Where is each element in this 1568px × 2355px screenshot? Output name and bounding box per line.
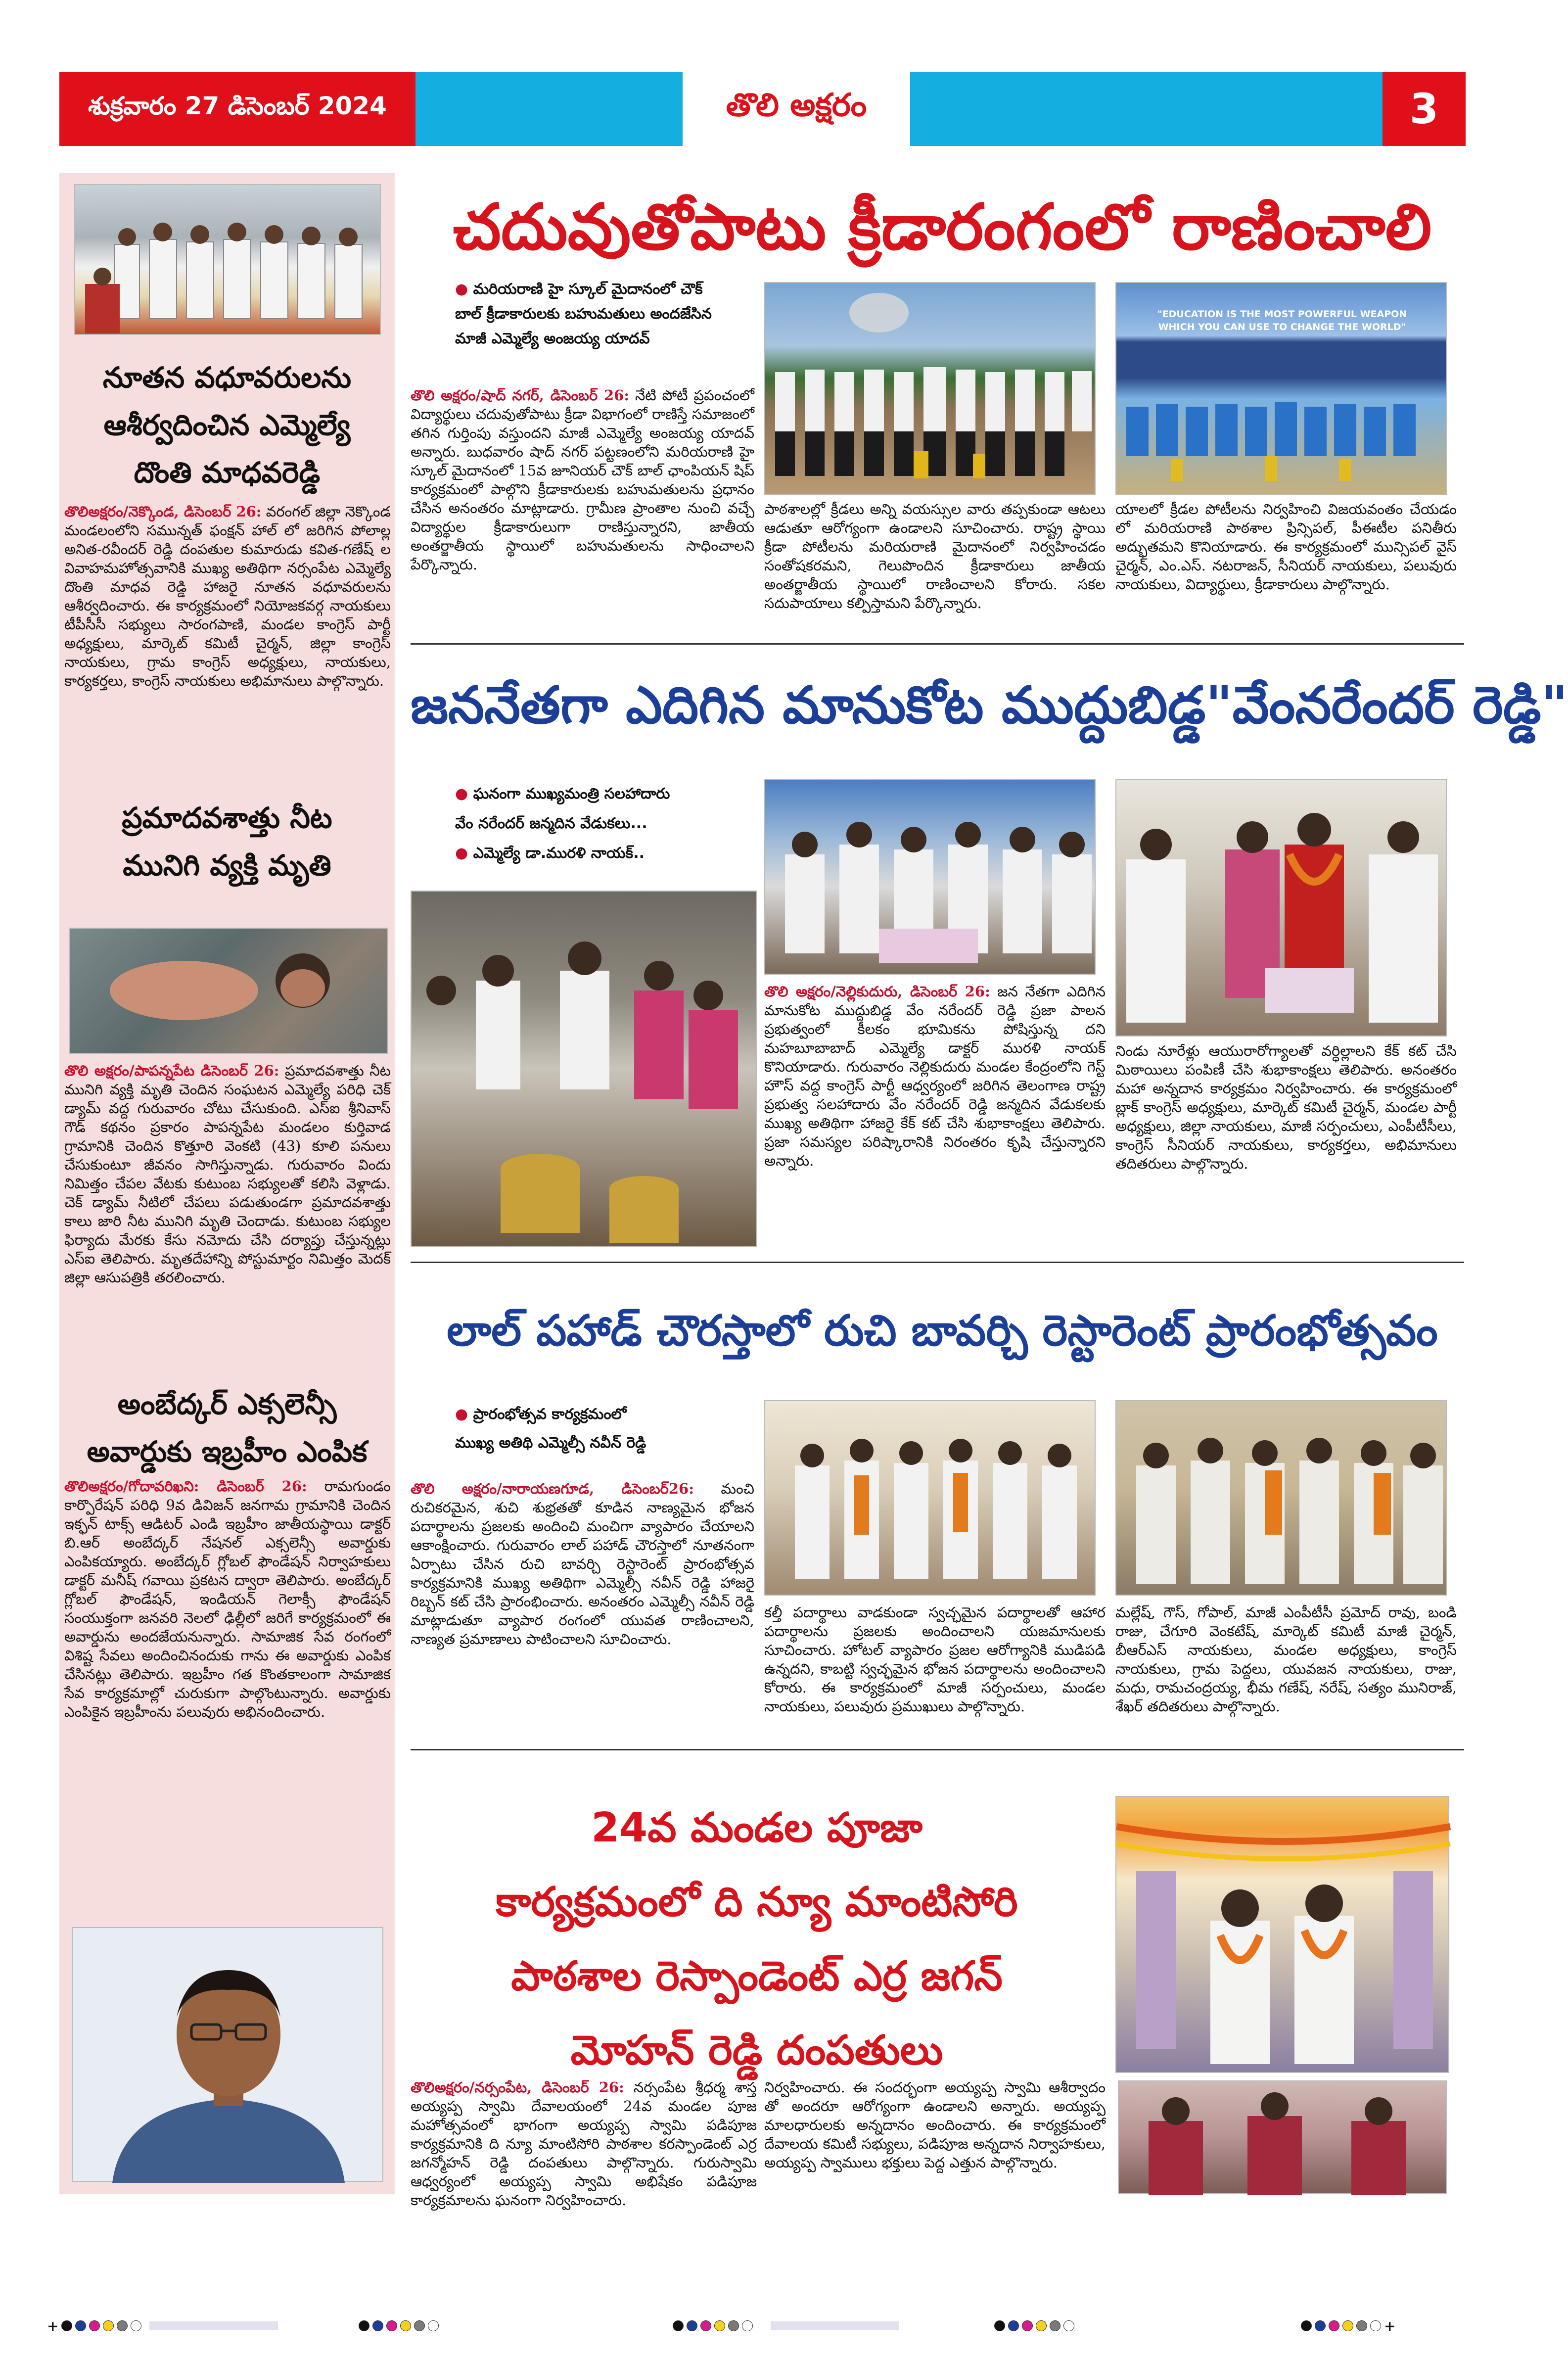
story-text: నేటి పోటీ ప్రపంచంలో విద్యార్థులు చదువుతోపాటు క్రీడా విభాగంలో రాణిస్తే సమాజంలో తగిన గుర్తింపు వస్తుందని మాజీ ఎమ్మెల్యే అంజయ్య యాదవ్ అన్నారు. బుధవారం షాద్ నగర్ పట్టణంలోని మరియరాణి హై స్కూల్ మైదానంలో 15వ జూనియర్ చౌక్ బాల్ ఛాంపియన్ షిప్ కార్యక్రమంలో పాల్గొని క్రీడాకారులకు బహుమతులను ప్రధానం చేసిన అనంతరం మాట్లాడారు. గ్రామీణ ప్రాంతాల నుంచి వచ్చే విద్యార్థుల క్రీడాకారులుగా రాణిస్తున్నారని, జాతీయ అంతర్జాతీయ స్థాయిలో బహుమతులను సాధించాలని పేర్కొన్నారు. <box>411 387 754 573</box>
masthead-title-box <box>683 72 910 146</box>
dateline: తొలి అక్షరం/నెల్లికుదురు, డిసెంబర్ 26: <box>764 983 990 1000</box>
story-3-bullets <box>455 1400 762 1458</box>
sidebar-headline-3-line: అవార్డుకు ఇబ్రహీం ఎంపిక <box>87 1435 368 1468</box>
story-text: నర్సంపేట శ్రీధర్మ శాస్త అయ్యప్ప స్వామి దేవాలయంలో 24వ మండల పూజ మహోత్సవంలో భాగంగా అయ్యప్ప స్వామి పడిపూజ కార్యక్రమానికి ది న్యూ మాంటిసోరి పాఠశాల కరస్పాండెంట్ ఎర్ర జగన్మోహన్ రెడ్డి దంపతులు పాల్గొన్నారు. గురుస్వామి ఆధ్వర్యంలో అయ్యప్ప స్వామి అభిషేకం పడిపూజ కార్యక్రమాలను ఘనంగా నిర్వహించారు. <box>411 2079 757 2209</box>
masthead-date-box <box>59 72 415 146</box>
story-text: మల్లేష్, గౌస్, గోపాల్, మాజీ ఎంపీటీసీ ప్రమోద్ రావు, బండి రాజు, చేగూరి వెంకటేష్, మార్కెట్ కమిటీ మాజీ చైర్మన్, బీఆర్ఎస్ నాయకులు, మండల అధ్యక్షులు, కాంగ్రెస్ నాయకులు, గ్రామ పెద్దలు, యువజన నాయకులు, రాజు, మధు, రామచంద్రయ్య, భీమ గణేష్, నరేష్, సత్యం మునిరాజ్, శేఖర్ తదితరులు పాల్గొన్నారు. <box>1115 1604 1457 1715</box>
print-registration-marks-center-3 <box>994 2320 1074 2331</box>
bullet-line: ● మరియరాణి హై స్కూల్ మైదానంలో చౌక్ <box>455 281 703 298</box>
sidebar-headline-2 <box>59 794 395 889</box>
story-text: ప్రమాదవశాత్తు నీట మునిగి వ్యక్తి మృతి చెందిన సంఘటన ఎమ్మెల్యే పరిధి చెక్ డ్యామ్ వద్ద గురువారం చోటు చేసుకుంది. ఎస్ఐ శ్రీనివాస్ గౌడ్ కథనం ప్రకారం పాపన్నపేట మండలం కుర్తివాడ గ్రామానికి చెందిన కొత్తూరి వెంకటి (43) కూలి పనులు చేసుకుంటూ జీవనం సాగిస్తున్నాడు. గురువారం విందు నిమిత్తం చేపల వేటకు కుటుంబ సభ్యులతో కలిసి వెళ్లాడు. చెక్ డ్యామ్ నీటిలో చేపలు పడుతుండగా ప్రమాదవశాత్తు కాలు జారి నీట మునిగి మృతి చెందాడు. కుటుంబ సభ్యుల ఫిర్యాదు మేరకు కేసు నమోదు చేసి దర్యాప్తు చేస్తున్నట్లు ఎస్ఐ తెలిపారు. మృతదేహాన్ని పోస్టుమార్టం నిమిత్తం మెదక్ జిల్లా ఆసుపత్రికి తరలించారు. <box>64 1062 391 1286</box>
story-text: వరంగల్ జిల్లా నెక్కొండ మండలంలోని సమున్నత్ ఫంక్షన్ హాల్ లో జరిగిన పోలాల్ల అనిత-రవీందర్ రెడ్డి దంపతుల కుమారుడు కవిత-గణేష్ ల వివాహమహోత్సవానికి ముఖ్య అతిథిగా నర్సంపేట ఎమ్మెల్యే దొంతి మాధవ రెడ్డి హాజరై నూతన వధూవరులను ఆశీర్వదించారు. ఈ కార్యక్రమంలో నియోజకవర్గ నాయకులు టీపీసీసీ సభ్యులు సారంగపాణి, మండల కాంగ్రెస్ పార్టీ అధ్యక్షులు, మార్కెట్ కమిటీ చైర్మన్, జిల్లా కాంగ్రెస్ నాయకులు, గ్రామ కాంగ్రెస్ అధ్యక్షులు, నాయకులు, కార్యకర్తలు, కాంగ్రెస్ నాయకులు అభిమానులు పాల్గొన్నారు. <box>64 503 391 689</box>
bullet-line: ● ప్రారంభోత్సవ కార్యక్రమంలో <box>455 1406 627 1423</box>
section-divider <box>411 643 1464 645</box>
story-2-bullets <box>455 779 762 868</box>
sidebar-headline-3-line: అంబేద్కర్ ఎక్సలెన్సీ <box>117 1387 337 1421</box>
story-text: కల్తీ పదార్థాలు వాడకుండా స్వచ్ఛమైన పదార్థాలతో ఆహార పదార్థాలను ప్రజలకు అందించాలని యజమానులకు సూచించారు. హోటల్ వ్యాపారం ప్రజల ఆరోగ్యానికి ముడిపడి ఉన్నదని, కాబట్టి స్వచ్ఛమైన భోజన పదార్థాలను అందించాలని కోరారు. ఈ కార్యక్రమంలో మాజీ సర్పంచులు, మండల నాయకులు, పలువురు ప్రముఖులు పాల్గొన్నారు. <box>764 1604 1106 1715</box>
sidebar-story-2-body <box>64 1061 391 1358</box>
dateline: తొలిఅక్షరం/నెక్కొండ, డిసెంబర్ 26: <box>64 503 262 520</box>
bullet-line: ● ఘనంగా ముఖ్యమంత్రి సలహాదారు <box>455 785 670 802</box>
story-4-col-2 <box>764 2078 1106 2194</box>
story-2-col-2 <box>1115 1041 1457 1249</box>
story-1-col-1 <box>411 386 754 633</box>
story-3-col-3 <box>1115 1603 1457 1732</box>
story-text: మంచి రుచికరమైన, శుచి శుభ్రతతో కూడిన నాణ్యమైన భోజన పదార్థాలను ప్రజలకు అందించి మంచిగా వ్యాపారం చేయాలని ఆకాంక్షించారు. గురువారం లాల్ పహాడ్ చౌరస్తాలో నూతనంగా ఏర్పాటు చేసిన రుచి బావర్చి రెస్టారెంట్ ప్రారంభోత్సవ కార్యక్రమానికి ముఖ్య అతిథిగా ఎమ్మెల్సీ నవీన్ రెడ్డి హాజరై రిబ్బన్ కట్ చేసి ప్రారంభించారు. అనంతరం ఎమ్మెల్సీ నవీన్ రెడ్డి మాట్లాడుతూ వ్యాపార రంగంలో యువత రాణించాలని, నాణ్యత ప్రమాణాలు పాటించాలని సూచించారు. <box>411 1480 754 1648</box>
page-number-box <box>1383 72 1466 146</box>
sidebar-headline-2-line: ప్రమాదవశాత్తు నీట <box>122 801 332 835</box>
wedding-photo <box>74 184 381 335</box>
print-registration-marks-left: + <box>47 2320 278 2331</box>
sidebar-headline-1-line: ఆశీర్వదించిన ఎమ్మెల్యే <box>103 408 351 442</box>
story-3-col-1 <box>411 1479 754 1732</box>
newspaper-title: తొలి అక్షరం <box>726 87 867 124</box>
story-1-col-3 <box>1115 500 1457 633</box>
school-banner-photo <box>1115 282 1447 495</box>
story-1-col-2 <box>764 500 1106 633</box>
garland-felicitation-photo <box>1115 779 1447 1036</box>
banner-line: WHICH YOU CAN USE TO CHANGE THE WORLD" <box>1158 322 1406 332</box>
print-registration-marks-center-1 <box>359 2320 439 2331</box>
dateline: తొలి అక్షరం/నారాయణగూడ, డిసెంబర్26: <box>411 1480 694 1497</box>
drowning-victim-photo <box>69 928 388 1054</box>
mandala-puja-couple-photo <box>1115 1796 1449 2073</box>
print-registration-marks-center-2 <box>673 2320 899 2331</box>
story-text: రామగుండం కార్పొరేషన్ పరిధి 9వ డివిజన్ జనగామ గ్రామానికి చెందిన ఇక్ఫన్ టాక్స్ ఆడిటర్ ఎండి ఇబ్రహీం జాతీయస్థాయి డాక్టర్ బి.ఆర్ అంబేద్కర్ నేషనల్ ఎక్సలెన్సీ అవార్డుకు ఎంపికయ్యారు. అంబేద్కర్ గ్లోబల్ ఫౌండేషన్ నిర్వాహకులు డాక్టర్ మనీష్ గవాయి ప్రకటన ద్వారా తెలిపారు. అంబేద్కర్ గ్లోబల్ ఫౌండేషన్, ఇండియన్ గెలాక్సీ ఫౌండేషన్ సంయుక్తంగా జనవరి నెలలో ఢిల్లీలో జరిగే కార్యక్రమంలో ఈ అవార్డును అందజేయనున్నారు. సామాజిక సేవ రంగంలో విశిష్ట సేవలు అందించినందుకు గాను ఈ అవార్డుకు ఎంపిక చేసినట్లు తెలిపారు. ఇబ్రహీం గత కొంతకాలంగా సామాజిక సేవ కార్యక్రమాల్లో చురుకుగా పాల్గొంటున్నారు. అవార్డుకు ఎంపికైన ఇబ్రహీంను పలువురు అభినందించారు. <box>64 1478 391 1720</box>
sidebar-headline-1-line: నూతన వధూవరులను <box>102 361 352 394</box>
restaurant-guests-photo <box>1115 1400 1447 1596</box>
chowk-ball-event-photo <box>764 282 1096 495</box>
story-text: నిండు నూరేళ్లు ఆయురారోగ్యాలతో వర్ధిల్లాలని కేక్ కట్ చేసి మిఠాయిలు పంపిణీ చేసి శుభాకాంక్షలు తెలిపారు. అనంతరం మహా అన్నదాన కార్యక్రమం నిర్వహించారు. ఈ కార్యక్రమంలో బ్లాక్ కాంగ్రెస్ అధ్యక్షులు, మార్కెట్ కమిటీ చైర్మన్, మండల పార్టీ అధ్యక్షులు, జిల్లా నాయకులు, మాజీ సర్పంచులు, ఎంపీటీసీలు, కాంగ్రెస్ సీనియర్ నాయకులు, కార్యకర్తలు, అభిమానులు తదితరులు పాల్గొన్నారు. <box>1115 1042 1457 1172</box>
story-4-col-1 <box>411 2078 757 2209</box>
story-4-headline-line: మోహన్ రెడ్డి దంపతులు <box>570 2027 943 2074</box>
story-2-col-1 <box>764 982 1106 1249</box>
story-3-headline: లాల్ పహాడ్ చౌరస్తాలో రుచి బావర్చి రెస్టారెంట్ ప్రారంభోత్సవం <box>447 1306 1438 1356</box>
sidebar-headline-1 <box>59 354 395 496</box>
bullet-line: మాజీ ఎమ్మెల్యే అంజయ్య యాదవ్ <box>455 330 650 347</box>
page-number: 3 <box>1409 85 1439 133</box>
dateline: తొలిఅక్షరం/గోదావరిఖని: డిసెంబర్ 26: <box>64 1478 307 1495</box>
puja-family-inset-photo <box>1118 2080 1447 2194</box>
story-text: యాలలో క్రీడల పోటీలను నిర్వహించి విజయవంతం చేయడం లో మరియరాణి పాఠశాల ప్రిన్సిపల్, పీఈటీల పనితీరు అద్భుతమని కొనియాడారు. ఈ కార్యక్రమంలో మున్సిపల్ వైస్ చైర్మన్, ఎం.ఎస్. నటరాజన్, సీనియర్ నాయకులు, పలువురు నాయకులు, విద్యార్థులు, క్రీడాకారులు పాల్గొన్నారు. <box>1115 501 1457 593</box>
bullet-line: వేం నరేందర్ జన్మదిన వేడుకలు... <box>455 815 647 832</box>
section-divider <box>411 1262 1464 1263</box>
banner-line: "EDUCATION IS THE MOST POWERFUL WEAPON <box>1157 309 1407 320</box>
story-3-col-2 <box>764 1603 1106 1732</box>
story-1-bullets <box>455 277 762 351</box>
story-4-headline-line: కార్యక్రమంలో ది న్యూ మాంటిసోరి <box>496 1879 1018 1926</box>
dateline: తొలి అక్షరం/పాపన్నపేట డిసెంబర్ 26: <box>64 1062 279 1079</box>
story-1-headline: చదువుతోపాటు క్రీడారంగంలో రాణించాలి <box>453 190 1432 264</box>
story-2-headline: జననేతగా ఎదిగిన మానుకోట ముద్దుబిడ్డ"వేంనరేందర్ రెడ్డి" <box>411 675 1568 735</box>
story-text: పాఠశాలల్లో క్రీడలు అన్ని వయస్సుల వారు తప్పకుండా ఆటలు ఆడుతూ ఆరోగ్యంగా ఉండాలని సూచించారు. రాష్ట్ర స్థాయి క్రీడా పోటీలను మరియరాణి మైదానంలో నిర్వహించడం సంతోషకరమని, గెలుపొందిన క్రీడాకారులు జాతీయ అంతర్జాతీయ స్థాయిలో రాణించాలని కోరారు. సకల సదుపాయాలు కల్పిస్తామని పేర్కొన్నారు. <box>764 501 1106 612</box>
ibrahim-portrait-photo <box>72 1927 383 2182</box>
story-text: జన నేతగా ఎదిగిన మానుకోట ముద్దుబిడ్డ వేం నరేందర్ రెడ్డి ప్రజా పాలన ప్రభుత్వంలో కీలకం భూమికను పోషిస్తున్న దని మహబూబాబాద్ ఎమ్మెల్యే డాక్టర్ మురళి నాయక్ కొనియాడారు. గురువారం నెల్లికుదురు మండల కేంద్రంలోని గెస్ట్ హౌస్ వద్ద కాంగ్రెస్ పార్టీ ఆధ్వర్యంలో జరిగిన తెలంగాణ రాష్ట్ర ప్రభుత్వ సలహాదారు వేం నరేందర్ రెడ్డి జన్మదిన వేడుకలకు ముఖ్య అతిథిగా హాజరై కేక్ కట్ చేసి శుభాకాంక్షలు తెలిపారు. ప్రజా సమస్యల పరిష్కారానికి నిరంతరం కృషి చేస్తున్నారని అన్నారు. <box>764 983 1106 1169</box>
birthday-celebration-crowd-photo <box>411 891 757 1247</box>
story-4-headline-line: 24వ మండల పూజా <box>591 1804 922 1851</box>
story-text: నిర్వహించారు. ఈ సందర్భంగా అయ్యప్ప స్వామి ఆశీర్వాదం తో అందరూ ఆరోగ్యంగా ఉండాలని అన్నారు. అయ్యప్ప మాలధారులకు అన్నదానం అందించారు. ఈ కార్యక్రమంలో దేవాలయ కమిటీ సభ్యులు, పడిపూజ అన్నదాన నిర్వాహకులు, అయ్యప్ప స్వాములు భక్తులు పెద్ద ఎత్తున పాల్గొన్నారు. <box>764 2079 1106 2171</box>
story-4-headline <box>411 1791 1103 2088</box>
sidebar-story-1-body <box>64 502 391 772</box>
print-registration-marks-right: + <box>1301 2320 1395 2331</box>
sidebar-headline-3 <box>59 1380 395 1475</box>
bullet-line: ● ఎమ్మెల్యే డా.మురళి నాయక్.. <box>455 845 645 862</box>
story-4-headline-line: పాఠశాల రెస్పాండెంట్ ఎర్ర జగన్ <box>511 1953 1003 2000</box>
sidebar-headline-1-line: దొంతి మాధవరెడ్డి <box>134 456 321 489</box>
section-divider <box>411 1749 1464 1750</box>
issue-date: శుక్రవారం 27 డిసెంబర్ 2024 <box>88 91 387 120</box>
dateline: తొలిఅక్షరం/నర్సంపేట, డిసెంబర్ 26: <box>411 2079 624 2096</box>
restaurant-opening-group-photo <box>764 1400 1096 1596</box>
cake-cutting-photo <box>764 779 1096 975</box>
dateline: తొలి అక్షరం/షాద్ నగర్, డిసెంబర్ 26: <box>411 387 630 404</box>
sidebar-story-3-body <box>64 1477 391 1912</box>
bullet-line: ముఖ్య అతిథి ఎమ్మెల్సీ నవీన్ రెడ్డి <box>455 1434 646 1452</box>
sidebar-headline-2-line: మునిగి వ్యక్తి మృతి <box>123 848 331 882</box>
bullet-line: బాల్ క్రీడాకారులకు బహుమతులు అందజేసిన <box>455 305 712 323</box>
